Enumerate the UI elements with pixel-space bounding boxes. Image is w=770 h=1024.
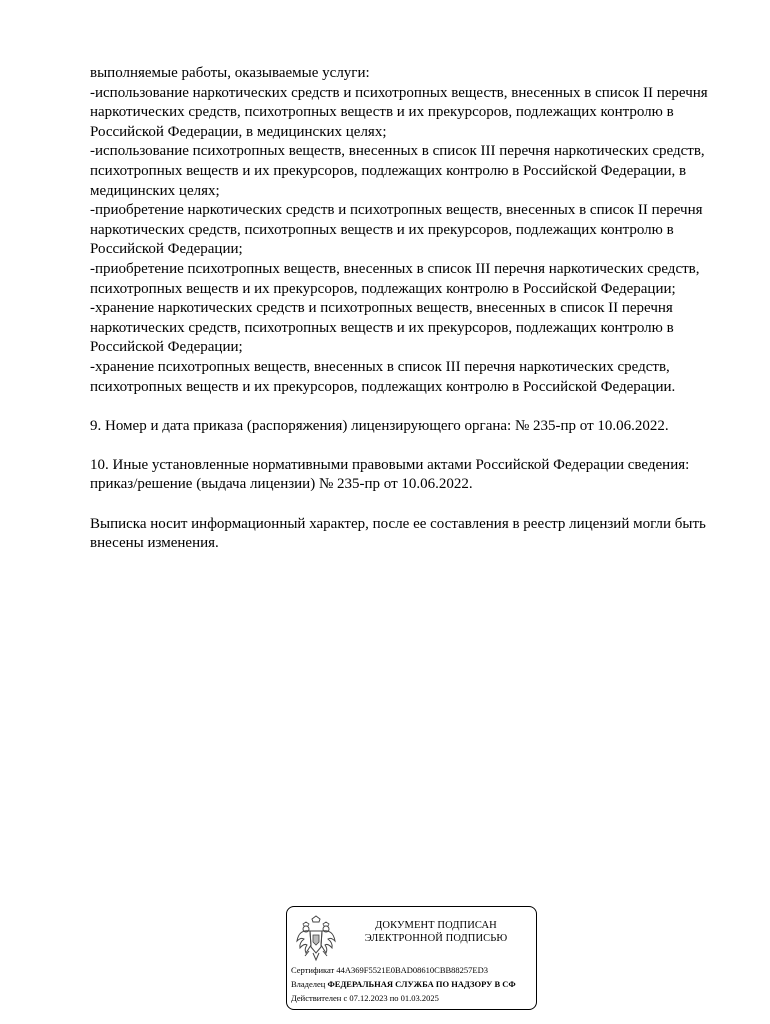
body-line: выполняемые работы, оказываемые услуги: bbox=[90, 65, 370, 81]
paragraph-gap bbox=[90, 436, 740, 456]
body-line: -приобретение наркотических средств и психотропных веществ, внесенных в список II перечня bbox=[90, 202, 703, 219]
body-line: -использование наркотических средств и психотропных веществ, внесенных в список II перечня bbox=[90, 84, 708, 101]
body-line: психотропных веществ и их прекурсоров, подлежащих контролю в Российской Федерации. bbox=[90, 378, 676, 395]
body-line: психотропных веществ и их прекурсоров, подлежащих контролю в Российской Федерации; bbox=[90, 280, 676, 297]
certificate-number: 44A369F5521E0BAD08610CBB88257ED3 bbox=[336, 965, 488, 975]
body-line: наркотических средств, психотропных веществ и их прекурсоров, подлежащих контролю в bbox=[90, 319, 674, 336]
body-line: -использование психотропных веществ, внесенных в список III перечня наркотических средств, bbox=[90, 143, 705, 160]
body-line: Российской Федерации; bbox=[90, 339, 243, 356]
body-line: -приобретение психотропных веществ, внесенных в список III перечня наркотических средств, bbox=[90, 260, 700, 277]
stamp-title-line: ЭЛЕКТРОННОЙ ПОДПИСЬЮ bbox=[364, 933, 508, 944]
body-line: -хранение наркотических средств и психотропных веществ, внесенных в список II перечня bbox=[90, 300, 673, 317]
certificate-row bbox=[291, 965, 488, 976]
electronic-signature-stamp bbox=[286, 906, 537, 1010]
item-10-line: приказ/решение (выдача лицензии) № 235-пр от 10.06.2022. bbox=[90, 476, 473, 493]
paragraph-gap bbox=[90, 495, 740, 515]
validity-period: Действителен с 07.12.2023 по 01.03.2025 bbox=[291, 993, 439, 1003]
stamp-title-line: ДОКУМЕНТ ПОДПИСАН bbox=[375, 920, 497, 931]
body-line: медицинских целях; bbox=[90, 182, 220, 199]
owner-name: ФЕДЕРАЛЬНАЯ СЛУЖБА ПО НАДЗОРУ В СФ bbox=[327, 979, 516, 989]
paragraph-gap bbox=[90, 397, 740, 417]
coat-of-arms-icon bbox=[295, 915, 337, 963]
body-line: наркотических средств, психотропных веществ и их прекурсоров, подлежащих контролю в bbox=[90, 104, 674, 121]
owner-label: Владелец bbox=[291, 979, 326, 989]
body-line: Российской Федерации; bbox=[90, 241, 243, 258]
body-line: -хранение психотропных веществ, внесенных в список III перечня наркотических средств, bbox=[90, 358, 670, 375]
stamp-title bbox=[343, 919, 529, 945]
body-line: Российской Федерации, в медицинских целях; bbox=[90, 123, 387, 140]
item-9-order-number: 9. Номер и дата приказа (распоряжения) лицензирующего органа: № 235-пр от 10.06.2022. bbox=[90, 417, 669, 434]
body-line: психотропных веществ и их прекурсоров, подлежащих контролю в Российской Федерации, в bbox=[90, 162, 687, 179]
document-body bbox=[90, 64, 740, 554]
certificate-label: Сертификат bbox=[291, 965, 335, 975]
disclaimer-line: Выписка носит информационный характер, после ее составления в реестр лицензий могли быть bbox=[90, 515, 706, 532]
disclaimer-line: внесены изменения. bbox=[90, 535, 219, 552]
item-10-line: 10. Иные установленные нормативными правовыми актами Российской Федерации сведения: bbox=[90, 456, 690, 473]
owner-row bbox=[291, 979, 516, 990]
body-line: наркотических средств, психотропных веществ и их прекурсоров, подлежащих контролю в bbox=[90, 221, 674, 238]
